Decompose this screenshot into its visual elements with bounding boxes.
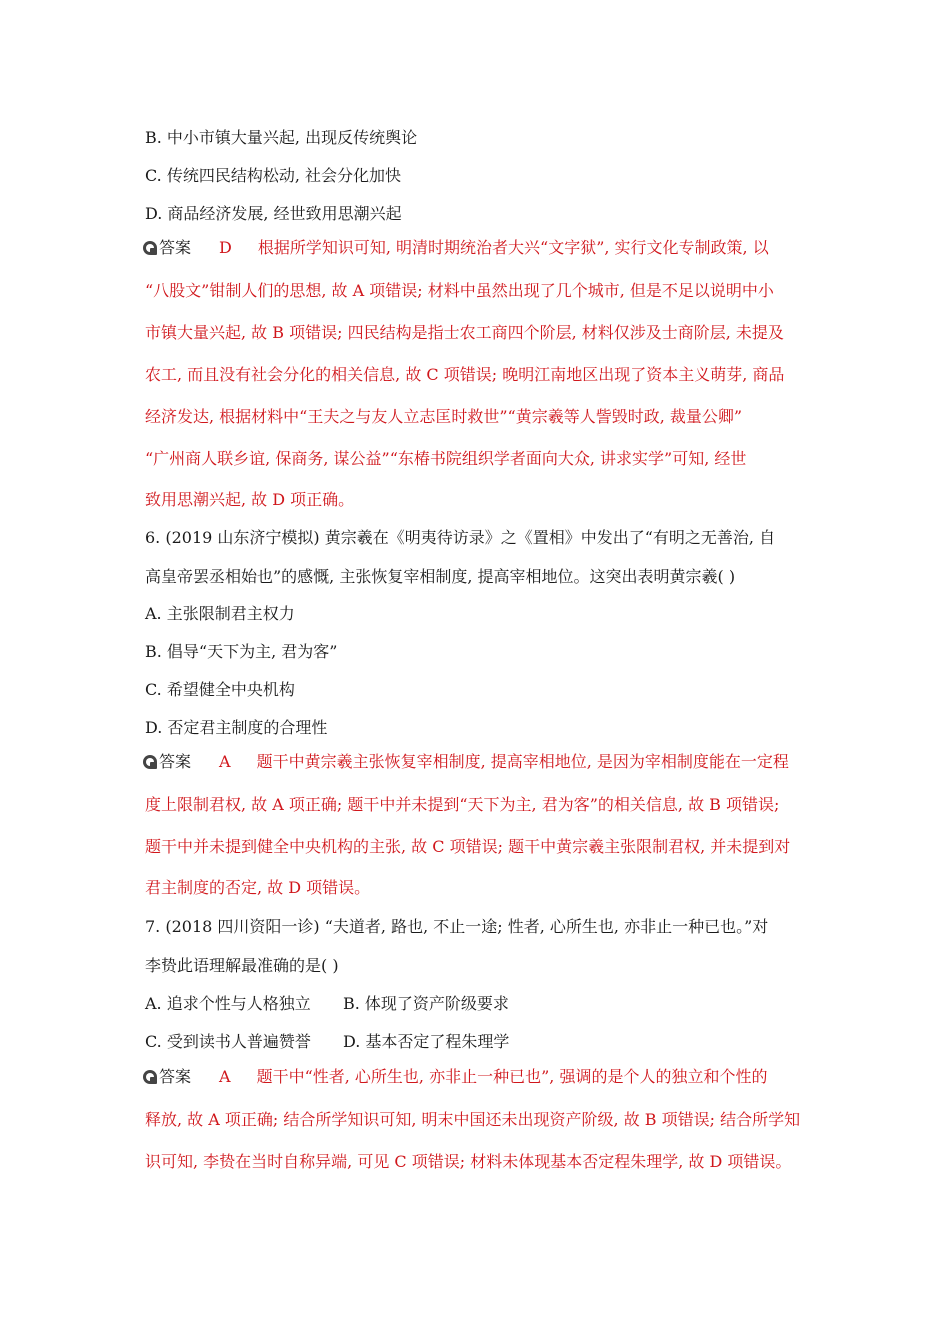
q6-option-a: A. 主张限制君主权力 (145, 604, 295, 623)
q6-option-b: B. 倡导“天下为主, 君为客” (145, 642, 338, 661)
q7-answer-header (143, 1066, 767, 1088)
q7-explanation-line: 识可知, 李贽在当时自称异端, 可见 C 项错误; 材料未体现基本否定程朱理学, 故 D 项错误。 (145, 1152, 792, 1171)
q5-explanation-line: 经济发达, 根据材料中“王夫之与友人立志匡时救世”“黄宗羲等人訾毁时政, 裁量公卿” (145, 407, 743, 426)
q5-explanation-line: “广州商人联乡谊, 保商务, 谋公益”“东椿书院组织学者面向大众, 讲求实学”可知, 经世 (145, 449, 747, 468)
answer-badge-icon (143, 1070, 157, 1084)
q6-explanation-line: 君主制度的否定, 故 D 项错误。 (145, 878, 371, 897)
answer-key: A (219, 1067, 231, 1086)
q5-option-d: D. 商品经济发展, 经世致用思潮兴起 (145, 204, 402, 223)
q7-stem: 李贽此语理解最准确的是( ) (145, 956, 339, 975)
answer-key: D (219, 238, 232, 257)
q7-options-row (145, 1031, 510, 1053)
q7-option-b: B. 体现了资产阶级要求 (343, 994, 509, 1013)
q7-option-a: A. 追求个性与人格独立 (145, 994, 311, 1013)
q5-explanation-line: 致用思潮兴起, 故 D 项正确。 (145, 490, 355, 509)
q7-explanation-line: 释放, 故 A 项正确; 结合所学知识可知, 明末中国还未出现资产阶级, 故 B 项错误; 结合所学知 (145, 1110, 801, 1129)
q6-option-c: C. 希望健全中央机构 (145, 680, 295, 699)
answer-label: 答案 (159, 1067, 192, 1086)
answer-label: 答案 (159, 238, 192, 257)
q6-stem: 6. (2019 山东济宁模拟) 黄宗羲在《明夷待访录》之《置相》中发出了“有明之无善治, 自 (145, 528, 776, 547)
q6-option-d: D. 否定君主制度的合理性 (145, 718, 328, 737)
q7-stem: 7. (2018 四川资阳一诊) “夫道者, 路也, 不止一途; 性者, 心所生也, 亦非止一种已也。”对 (145, 917, 769, 936)
answer-badge-icon (143, 241, 157, 255)
q5-option-c: C. 传统四民结构松动, 社会分化加快 (145, 166, 402, 185)
answer-explanation: 题干中黄宗羲主张恢复宰相制度, 提高宰相地位, 是因为宰相制度能在一定程 (256, 752, 789, 771)
q7-option-d: D. 基本否定了程朱理学 (343, 1032, 510, 1051)
q6-stem: 高皇帝罢丞相始也”的感慨, 主张恢复宰相制度, 提高宰相地位。这突出表明黄宗羲( ) (145, 567, 736, 586)
q5-explanation-line: 农工, 而且没有社会分化的相关信息, 故 C 项错误; 晚明江南地区出现了资本主义萌芽, 商品 (145, 365, 785, 384)
answer-label: 答案 (159, 752, 192, 771)
answer-badge-icon (143, 755, 157, 769)
answer-key: A (219, 752, 231, 771)
q6-explanation-line: 题干中并未提到健全中央机构的主张, 故 C 项错误; 题干中黄宗羲主张限制君权, 并未提到对 (145, 837, 791, 856)
q6-answer-header (143, 751, 789, 773)
q5-answer-header (143, 237, 769, 259)
q6-explanation-line: 度上限制君权, 故 A 项正确; 题干中并未提到“天下为主, 君为客”的相关信息, 故 B 项错误; (145, 795, 780, 814)
q5-option-b: B. 中小市镇大量兴起, 出现反传统舆论 (145, 128, 418, 147)
q5-explanation-line: “八股文”钳制人们的思想, 故 A 项错误; 材料中虽然出现了几个城市, 但是不足以说明中小 (145, 281, 774, 300)
q7-option-c: C. 受到读书人普遍赞誉 (145, 1032, 311, 1051)
q5-explanation-line: 市镇大量兴起, 故 B 项错误; 四民结构是指士农工商四个阶层, 材料仅涉及士商阶层, 未提及 (145, 323, 784, 342)
answer-explanation: 题干中“性者, 心所生也, 亦非止一种已也”, 强调的是个人的独立和个性的 (256, 1067, 768, 1086)
q7-options-row (145, 993, 509, 1015)
answer-explanation: 根据所学知识可知, 明清时期统治者大兴“文字狱”, 实行文化专制政策, 以 (257, 238, 769, 257)
